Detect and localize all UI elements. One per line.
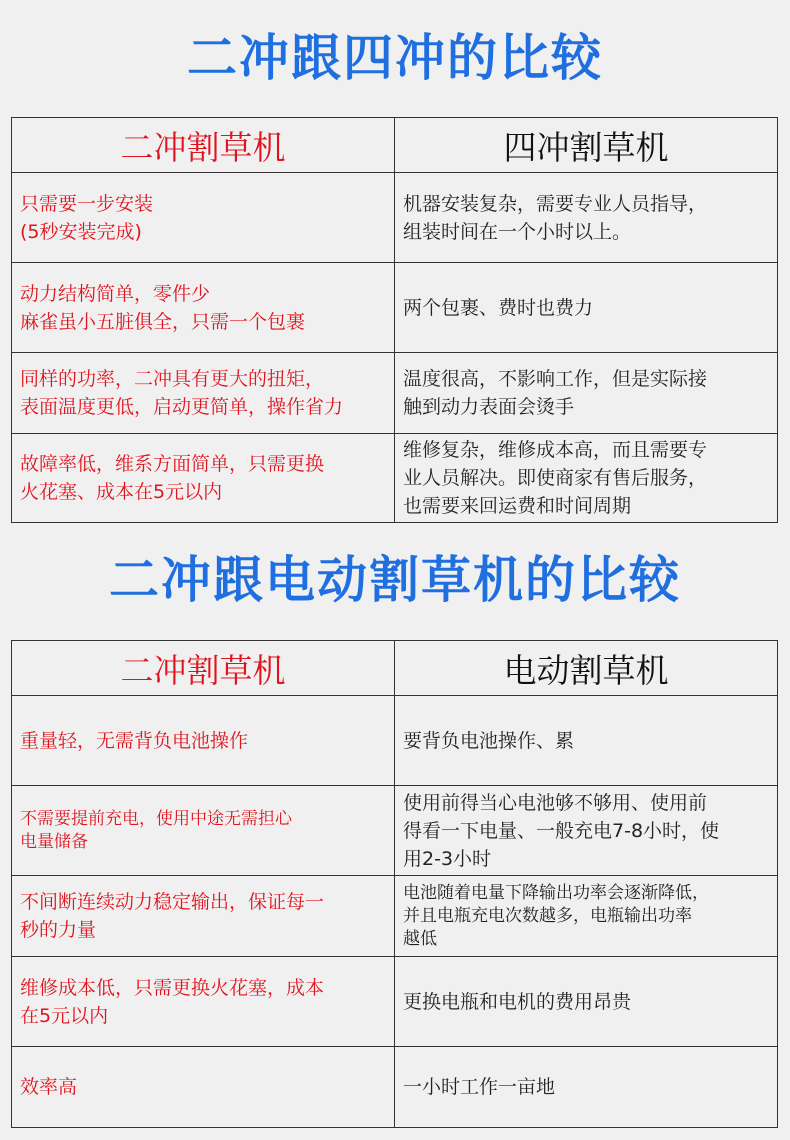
header-electric: 电动割草机: [395, 641, 778, 696]
section-title-two-vs-four-stroke: 二冲跟四冲的比较: [187, 29, 603, 87]
cell-electric: 使用前得当心电池够不够用、使用前 得看一下电量、一般充电7-8小时，使 用2-3小时: [395, 786, 778, 876]
cell-two-stroke: 动力结构简单，零件少 麻雀虽小五脏俱全，只需一个包裹: [12, 263, 395, 353]
table-row: [12, 876, 778, 957]
cell-two-stroke: 只需要一步安装 (5秒安装完成): [12, 173, 395, 263]
cell-two-stroke: 不需要提前充电，使用中途无需担心 电量储备: [12, 786, 395, 876]
cell-electric: 要背负电池操作、累: [395, 696, 778, 786]
cell-two-stroke: 不间断连续动力稳定输出，保证每一 秒的力量: [12, 876, 395, 957]
table-row: [12, 696, 778, 786]
cell-two-stroke: 重量轻，无需背负电池操作: [12, 696, 395, 786]
comparison-table-two-stroke-vs-electric: [11, 640, 778, 1128]
header-two-stroke: 二冲割草机: [12, 641, 395, 696]
table-row: [12, 173, 778, 263]
table-header-row: [12, 641, 778, 696]
table-row: [12, 786, 778, 876]
cell-electric: 更换电瓶和电机的费用昂贵: [395, 957, 778, 1047]
header-four-stroke: 四冲割草机: [395, 118, 778, 173]
section-title-two-stroke-vs-electric: 二冲跟电动割草机的比较: [109, 551, 681, 609]
cell-two-stroke: 维修成本低，只需更换火花塞，成本 在5元以内: [12, 957, 395, 1047]
table-row: [12, 1047, 778, 1128]
header-two-stroke: 二冲割草机: [12, 118, 395, 173]
table-row: [12, 263, 778, 353]
cell-four-stroke: 维修复杂，维修成本高，而且需要专 业人员解决。即使商家有售后服务， 也需要来回运费和时间周期: [395, 434, 778, 523]
cell-four-stroke: 温度很高，不影响工作，但是实际接 触到动力表面会烫手: [395, 353, 778, 434]
table-row: [12, 957, 778, 1047]
cell-two-stroke: 效率高: [12, 1047, 395, 1128]
cell-two-stroke: 故障率低，维系方面简单，只需更换 火花塞、成本在5元以内: [12, 434, 395, 523]
cell-two-stroke: 同样的功率，二冲具有更大的扭矩， 表面温度更低，启动更简单，操作省力: [12, 353, 395, 434]
cell-four-stroke: 机器安装复杂，需要专业人员指导， 组装时间在一个小时以上。: [395, 173, 778, 263]
comparison-table-two-vs-four-stroke: [11, 117, 778, 523]
table-row: [12, 434, 778, 523]
cell-electric: 电池随着电量下降输出功率会逐渐降低， 并且电瓶充电次数越多，电瓶输出功率 越低: [395, 876, 778, 957]
cell-four-stroke: 两个包裹、费时也费力: [395, 263, 778, 353]
table-header-row: [12, 118, 778, 173]
cell-electric: 一小时工作一亩地: [395, 1047, 778, 1128]
table-row: [12, 353, 778, 434]
